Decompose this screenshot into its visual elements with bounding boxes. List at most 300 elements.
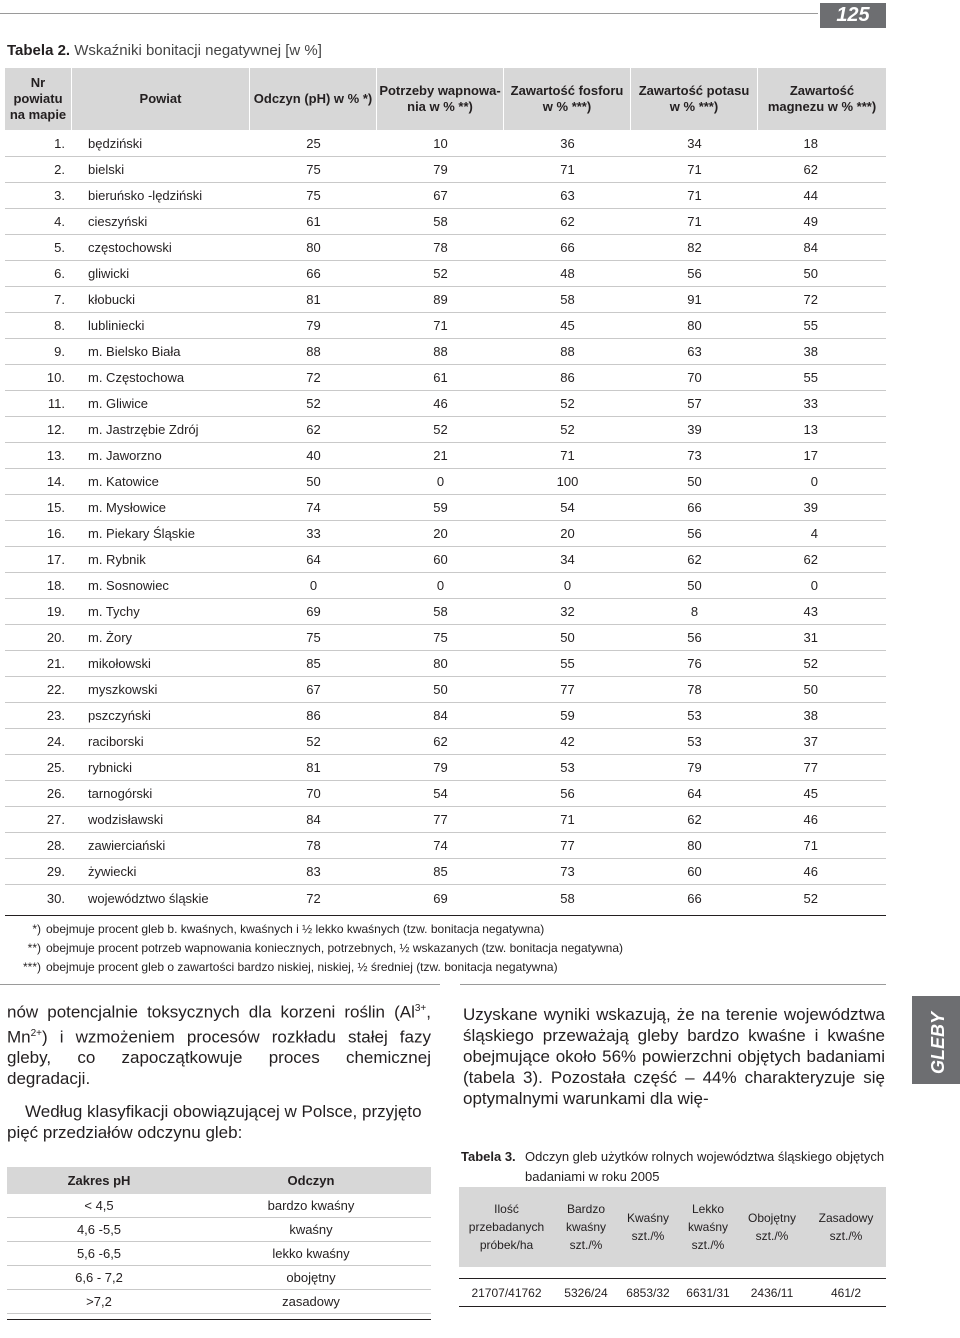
district-name: lubliniecki [88,318,145,333]
value-cell: 73 [687,448,702,463]
value-cell: 0 [309,578,318,593]
value-cell: 55 [803,318,818,333]
row-number: 16. [46,526,65,541]
table3-caption: Odczyn gleb użytków rolnych województwa śląskiego objętych badaniami w roku 2005 [525,1149,885,1184]
table2-row [5,807,886,833]
table2-row [5,781,886,807]
value-cell: 71 [560,162,575,177]
value-cell: 39 [803,500,818,515]
value-cell: 58 [433,214,448,229]
value-cell: 50 [560,630,575,645]
value-cell: 88 [306,344,321,359]
value-cell: 50 [687,474,702,489]
value-cell: 81 [306,292,321,307]
value-cell: 58 [560,890,575,906]
value-cell: 42 [560,734,575,749]
ph-reaction: bardzo kwaśny [267,1198,355,1213]
value-cell: 91 [687,292,702,307]
value-cell: 52 [306,396,321,411]
district-name: m. Sosnowiec [88,578,169,593]
table2-row [5,677,886,703]
value-cell: 76 [687,656,702,671]
value-cell: 31 [803,630,818,645]
value-cell: 80 [687,838,702,853]
table2-row [5,703,886,729]
value-cell: 55 [803,370,818,385]
value-cell: 60 [433,552,448,567]
value-cell: 52 [306,734,321,749]
value-cell: 4 [810,526,818,541]
value-cell: 61 [306,214,321,229]
value-cell: 50 [433,682,448,697]
value-cell: 79 [433,162,448,177]
value-cell: 69 [433,890,448,906]
value-cell: 56 [560,786,575,801]
value-cell: 21 [433,448,448,463]
value-cell: 53 [560,760,575,775]
ph-reaction: obojętny [286,1270,336,1285]
value-cell: 66 [306,266,321,281]
value-cell: 82 [687,240,702,255]
value-cell: 67 [306,682,321,697]
row-number: 30. [46,890,65,906]
district-name: kłobucki [88,292,135,307]
table2-row [5,625,886,651]
value-cell: 0 [436,578,445,593]
value-cell: 40 [306,448,321,463]
value-cell: 52 [433,422,448,437]
value-cell: 45 [803,786,818,801]
table3-header-cell: Obojętny szt./% [747,1211,797,1243]
district-name: cieszyński [88,214,148,229]
footnote [5,920,623,939]
row-number: 26. [46,786,65,801]
header-rule [0,13,818,14]
ph-table-row [7,1218,431,1242]
value-cell: 72 [306,890,321,906]
row-number: 10. [46,370,65,385]
table2-row [5,599,886,625]
value-cell: 20 [433,526,448,541]
table2-row [5,755,886,781]
district-name: rybnicki [88,760,133,775]
value-cell: 63 [560,188,575,203]
value-cell: 50 [306,474,321,489]
value-cell: 53 [687,734,702,749]
superscript: 2+ [30,1027,43,1039]
table2-row [5,261,886,287]
row-number: 19. [46,604,65,619]
value-cell: 49 [803,214,818,229]
ph-reaction: lekko kwaśny [272,1246,350,1261]
table2-row [5,729,886,755]
value-cell: 58 [560,292,575,307]
value-cell: 50 [803,682,818,697]
value-cell: 86 [560,370,575,385]
table2-row [5,547,886,573]
value-cell: 59 [560,708,575,723]
ph-range: 4,6 -5,5 [76,1222,122,1237]
table3-header-cell: Kwaśny szt./% [626,1211,670,1243]
district-name: m. Częstochowa [88,370,185,385]
value-cell: 0 [810,474,818,489]
value-cell: 36 [560,136,575,151]
row-number: 12. [46,422,65,437]
value-cell: 75 [306,188,321,203]
table2-body [5,131,886,916]
value-cell: 63 [687,344,702,359]
ph-table-row [7,1194,431,1218]
value-cell: 34 [687,136,702,151]
value-cell: 72 [306,370,321,385]
value-cell: 89 [433,292,448,307]
row-number: 8. [54,318,65,333]
value-cell: 45 [560,318,575,333]
row-number: 22. [46,682,65,697]
ph-range: < 4,5 [84,1198,114,1213]
value-cell: 75 [306,162,321,177]
value-cell: 74 [306,500,321,515]
divider [460,984,886,985]
table3-header-cell: Ilość przebadanych próbek/ha [468,1202,545,1252]
value-cell: 34 [560,552,575,567]
table2-row [5,443,886,469]
district-name: żywiecki [88,864,137,879]
row-number: 4. [54,214,65,229]
value-cell: 84 [306,812,321,827]
table2-row [5,885,886,911]
table2-header-cell: Nr powiatu na mapie [5,68,72,130]
value-cell: 0 [563,578,572,593]
text: , Mn [7,1002,431,1047]
footnote-mark: *) [32,922,41,936]
table2-header [5,68,886,130]
table2-row [5,131,886,157]
value-cell: 58 [433,604,448,619]
value-cell: 38 [803,344,818,359]
table2-row [5,391,886,417]
value-cell: 46 [803,812,818,827]
table3-cell: 5326/24 [564,1285,608,1300]
district-name: m. Żory [88,630,133,645]
row-number: 29. [46,864,65,879]
table2-row [5,859,886,885]
district-name: bieruńsko -lędziński [88,188,203,203]
value-cell: 64 [306,552,321,567]
table2-row [5,235,886,261]
value-cell: 25 [306,136,321,151]
value-cell: 50 [687,578,702,593]
value-cell: 71 [560,812,575,827]
value-cell: 56 [687,526,702,541]
district-name: m. Katowice [88,474,159,489]
value-cell: 39 [687,422,702,437]
table3-row [459,1278,886,1307]
value-cell: 71 [687,214,702,229]
footnote-text: obejmuje procent gleb b. kwaśnych, kwaśnych i ½ lekko kwaśnych (tzw. bonitacja negatywna) [46,922,545,936]
district-name: m. Piekary Śląskie [88,526,195,541]
value-cell: 54 [560,500,575,515]
value-cell: 85 [433,864,448,879]
value-cell: 56 [687,630,702,645]
value-cell: 73 [560,864,575,879]
row-number: 21. [46,656,65,671]
value-cell: 70 [306,786,321,801]
value-cell: 62 [433,734,448,749]
row-number: 11. [47,396,65,411]
table2-row [5,521,886,547]
row-number: 17. [46,552,65,567]
table3-cell: 6853/32 [626,1285,670,1300]
value-cell: 71 [803,838,818,853]
value-cell: 8 [690,604,699,619]
value-cell: 77 [803,760,818,775]
value-cell: 80 [687,318,702,333]
ph-range: >7,2 [86,1294,112,1309]
footnote [5,939,623,958]
district-name: zawierciański [88,838,166,853]
value-cell: 56 [687,266,702,281]
table2-row [5,573,886,599]
district-name: m. Jastrzębie Zdrój [88,422,199,437]
table2-row [5,833,886,859]
value-cell: 84 [803,240,818,255]
table3-header-cell: Zasadowy szt./% [818,1211,874,1243]
row-number: 23. [46,708,65,723]
value-cell: 78 [687,682,702,697]
table2-header-cell: Zawartość fosforu w % ***) [504,68,631,130]
ph-header-cell: Odczyn [287,1173,335,1188]
footnote-text: obejmuje procent potrzeb wapnowania koniecznych, potrzebnych, ½ wskazanych (tzw. bonitacja negatywna) [46,941,623,955]
value-cell: 20 [560,526,575,541]
value-cell: 85 [306,656,321,671]
district-name: wodzisławski [88,812,164,827]
row-number: 13. [46,448,65,463]
value-cell: 61 [433,370,448,385]
value-cell: 83 [306,864,321,879]
value-cell: 17 [803,448,818,463]
value-cell: 62 [803,162,818,177]
value-cell: 52 [803,656,818,671]
value-cell: 88 [560,344,575,359]
row-number: 1. [54,136,65,151]
value-cell: 100 [556,474,579,489]
district-name: m. Mysłowice [88,500,167,515]
value-cell: 13 [803,422,818,437]
value-cell: 71 [687,162,702,177]
district-name: myszkowski [88,682,158,697]
value-cell: 88 [433,344,448,359]
row-number: 28. [46,838,65,853]
row-number: 20. [46,630,65,645]
footnote [5,958,623,977]
district-name: tarnogórski [88,786,153,801]
value-cell: 71 [687,188,702,203]
paragraph-right: Uzyskane wyniki wskazują, że na terenie województwa śląskiego przeważają gleby bardzo kwaśne i kwaśne obejmujące około 56% powierzchni objętych badaniami (tabela 3). Pozostała część – 44% charakteryzuje się optymalnymi warunkami dla wię- [463,1005,885,1108]
row-number: 25. [46,760,65,775]
value-cell: 66 [687,890,702,906]
table2-row [5,313,886,339]
district-name: częstochowski [88,240,172,255]
table2-header-cell: Potrzeby wapnowa-nia w % **) [377,68,504,130]
table2-label: Tabela 2. [7,42,71,59]
value-cell: 0 [436,474,445,489]
value-cell: 46 [803,864,818,879]
table3-cell: 461/2 [830,1285,862,1300]
district-name: mikołowski [88,656,151,671]
district-name: m. Bielsko Biała [88,344,181,359]
page-number: 125 [820,3,886,28]
value-cell: 52 [560,396,575,411]
value-cell: 37 [803,734,818,749]
row-number: 24. [46,734,65,749]
table2-notes [5,920,623,977]
district-name: bielski [88,162,125,177]
table2-row [5,469,886,495]
table2-row [5,287,886,313]
value-cell: 57 [687,396,702,411]
value-cell: 77 [433,812,448,827]
value-cell: 0 [810,578,818,593]
value-cell: 79 [687,760,702,775]
table2-row [5,183,886,209]
table2-row [5,157,886,183]
value-cell: 53 [687,708,702,723]
value-cell: 79 [306,318,321,333]
table2-header-cell: Zawartość potasu w % ***) [631,68,758,130]
district-name: województwo śląskie [88,890,209,906]
table2-caption: Wskaźniki bonitacji negatywnej [w %] [74,42,322,59]
value-cell: 52 [803,890,818,906]
district-name: m. Rybnik [88,552,146,567]
district-name: będziński [88,136,143,151]
district-name: pszczyński [88,708,151,723]
value-cell: 71 [560,448,575,463]
section-side-label: GLEBY [928,1011,948,1074]
value-cell: 59 [433,500,448,515]
value-cell: 69 [306,604,321,619]
ph-table-header [7,1167,431,1194]
row-number: 9. [54,344,65,359]
table2-row [5,495,886,521]
row-number: 7. [54,292,65,307]
text: nów potencjalnie toksycznych dla korzeni roślin (Al [7,1002,415,1022]
value-cell: 62 [306,422,321,437]
table2-row [5,209,886,235]
value-cell: 86 [306,708,321,723]
ph-table-row [7,1266,431,1290]
value-cell: 38 [803,708,818,723]
table2-header-cell: Powiat [72,68,250,130]
table3-label: Tabela 3. [461,1149,516,1164]
table3-cell: 2436/11 [750,1285,794,1300]
value-cell: 77 [560,838,575,853]
row-number: 5. [54,240,65,255]
table2-title [7,42,322,59]
value-cell: 55 [560,656,575,671]
value-cell: 18 [803,136,818,151]
value-cell: 62 [803,552,818,567]
value-cell: 81 [306,760,321,775]
text: ) i wzmożeniem procesów rozkładu stałej fazy gleby, co zapoczątkowuje proces chemicznej degradacji. [7,1027,431,1089]
table2-header-cell: Zawartość magnezu w % ***) [767,83,877,114]
district-name: raciborski [88,734,144,749]
value-cell: 43 [803,604,818,619]
table3-cell: 6631/31 [686,1285,730,1300]
value-cell: 70 [687,370,702,385]
section-side-tab [912,996,960,1084]
ph-reaction: zasadowy [282,1294,340,1309]
row-number: 2. [54,162,65,177]
footnote-mark: **) [27,941,41,955]
district-name: m. Jaworzno [88,448,162,463]
value-cell: 60 [687,864,702,879]
district-name: m. Gliwice [88,396,148,411]
paragraph-left-1 [7,998,431,1089]
value-cell: 44 [803,188,818,203]
ph-table-bottom-rule [7,1319,431,1320]
row-number: 3. [54,188,65,203]
footnote-text: obejmuje procent gleb o zawartości bardzo niskiej, niskiej, ½ średniej (tzw. bonitacja negatywna) [46,960,558,974]
value-cell: 50 [803,266,818,281]
value-cell: 52 [433,266,448,281]
table3-title [461,1147,885,1187]
table2-header-cell: Odczyn (pH) w % *) [250,68,377,130]
row-number: 6. [54,266,65,281]
ph-ranges-table [7,1167,431,1314]
table2-row [5,651,886,677]
value-cell: 77 [560,682,575,697]
table2-row [5,417,886,443]
ph-table-row [7,1242,431,1266]
value-cell: 84 [433,708,448,723]
table2-row [5,365,886,391]
value-cell: 52 [560,422,575,437]
table3-header-cell: Bardzo kwaśny szt./% [565,1202,606,1252]
value-cell: 75 [306,630,321,645]
value-cell: 80 [433,656,448,671]
paragraph-left-2: Według klasyfikacji obowiązującej w Polsce, przyjęto pięć przedziałów odczynu gleb: [7,1102,422,1142]
value-cell: 33 [306,526,321,541]
ph-reaction: kwaśny [289,1222,333,1237]
value-cell: 33 [803,396,818,411]
row-number: 14. [46,474,65,489]
ph-range: 6,6 - 7,2 [75,1270,123,1285]
table3-cell: 21707/41762 [471,1285,542,1300]
value-cell: 32 [560,604,575,619]
value-cell: 72 [803,292,818,307]
table3 [459,1187,886,1304]
value-cell: 67 [433,188,448,203]
table3-header [459,1187,886,1267]
value-cell: 80 [306,240,321,255]
district-name: m. Tychy [88,604,140,619]
value-cell: 78 [433,240,448,255]
value-cell: 46 [433,396,448,411]
footnote-mark: ***) [22,960,41,974]
value-cell: 62 [687,552,702,567]
value-cell: 48 [560,266,575,281]
row-number: 18. [46,578,65,593]
row-number: 15. [46,500,65,515]
table2-row [5,339,886,365]
value-cell: 79 [433,760,448,775]
ph-table-row [7,1290,431,1314]
row-number: 27. [46,812,65,827]
value-cell: 62 [687,812,702,827]
ph-range: 5,6 -6,5 [76,1246,122,1261]
district-name: gliwicki [88,266,130,281]
